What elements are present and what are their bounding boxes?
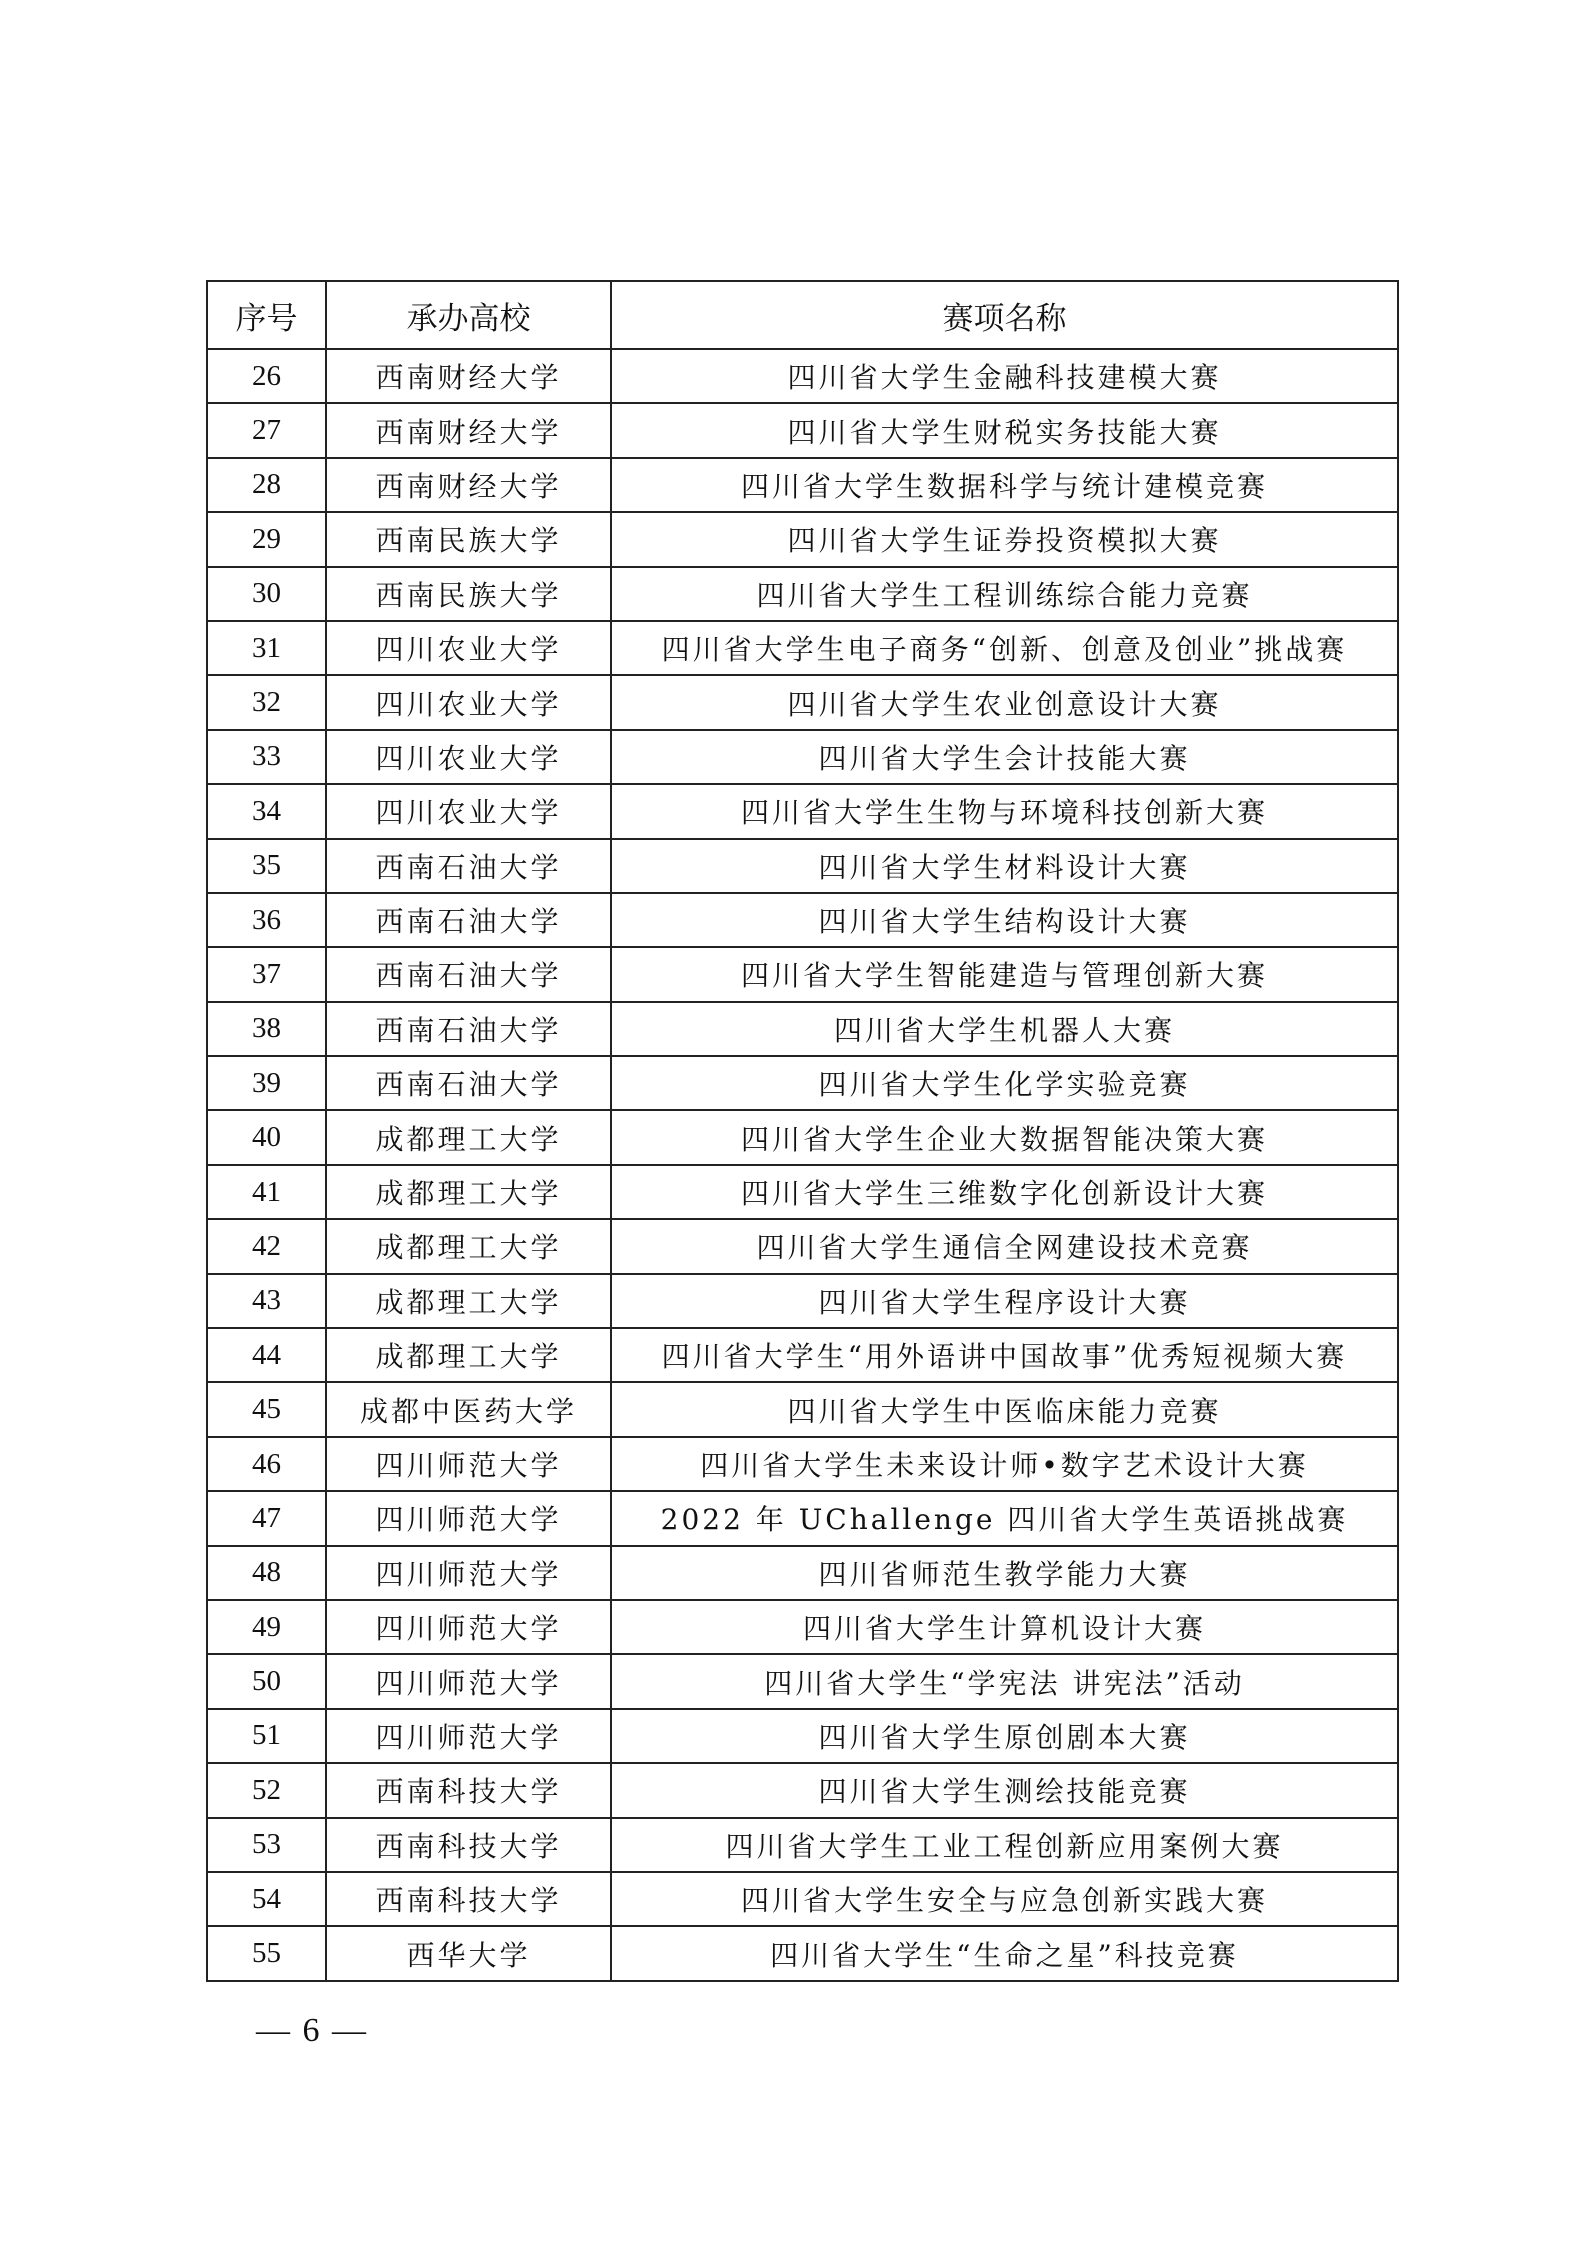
row-contest-name: 四川省大学生“用外语讲中国故事”优秀短视频大赛	[611, 1328, 1398, 1382]
table-row	[207, 1763, 1398, 1817]
table-row	[207, 893, 1398, 947]
row-contest-name: 四川省大学生机器人大赛	[611, 1002, 1398, 1056]
row-host-university: 四川师范大学	[326, 1654, 611, 1708]
row-contest-name: 四川省大学生“生命之星”科技竞赛	[611, 1926, 1398, 1980]
row-host-university: 成都理工大学	[326, 1165, 611, 1219]
row-contest-name: 四川省大学生未来设计师•数字艺术设计大赛	[611, 1437, 1398, 1491]
row-contest-name: 四川省大学生会计技能大赛	[611, 730, 1398, 784]
row-host-university: 西南财经大学	[326, 349, 611, 403]
table-row	[207, 839, 1398, 893]
table-row	[207, 1546, 1398, 1600]
table-row	[207, 1110, 1398, 1164]
page-number: — 6 —	[256, 2012, 368, 2049]
row-host-university: 四川师范大学	[326, 1709, 611, 1763]
table-row	[207, 947, 1398, 1001]
header-host-university: 承办高校	[326, 281, 611, 349]
row-host-university: 四川师范大学	[326, 1491, 611, 1545]
row-serial-number: 51	[207, 1709, 326, 1763]
row-host-university: 四川农业大学	[326, 675, 611, 729]
row-host-university: 西南石油大学	[326, 1002, 611, 1056]
table-row	[207, 1002, 1398, 1056]
table-row	[207, 403, 1398, 457]
row-host-university: 成都理工大学	[326, 1328, 611, 1382]
row-contest-name: 四川省大学生原创剧本大赛	[611, 1709, 1398, 1763]
table-row	[207, 1328, 1398, 1382]
row-contest-name: 四川省大学生三维数字化创新设计大赛	[611, 1165, 1398, 1219]
row-host-university: 西南石油大学	[326, 839, 611, 893]
row-serial-number: 39	[207, 1056, 326, 1110]
row-serial-number: 29	[207, 512, 326, 566]
table-row	[207, 458, 1398, 512]
header-contest-name: 赛项名称	[611, 281, 1398, 349]
row-contest-name: 四川省大学生电子商务“创新、创意及创业”挑战赛	[611, 621, 1398, 675]
row-host-university: 西南财经大学	[326, 403, 611, 457]
row-host-university: 四川农业大学	[326, 621, 611, 675]
row-contest-name: 四川省大学生程序设计大赛	[611, 1274, 1398, 1328]
row-contest-name: 四川省大学生企业大数据智能决策大赛	[611, 1110, 1398, 1164]
row-host-university: 四川师范大学	[326, 1600, 611, 1654]
row-host-university: 西南民族大学	[326, 512, 611, 566]
table-row	[207, 784, 1398, 838]
row-host-university: 四川师范大学	[326, 1546, 611, 1600]
row-serial-number: 53	[207, 1818, 326, 1872]
row-serial-number: 35	[207, 839, 326, 893]
row-serial-number: 41	[207, 1165, 326, 1219]
row-host-university: 四川农业大学	[326, 730, 611, 784]
row-contest-name: 四川省大学生“学宪法 讲宪法”活动	[611, 1654, 1398, 1708]
row-host-university: 西南石油大学	[326, 1056, 611, 1110]
table-header	[207, 281, 1398, 349]
row-serial-number: 32	[207, 675, 326, 729]
table-row	[207, 349, 1398, 403]
table-row	[207, 1056, 1398, 1110]
row-contest-name: 四川省大学生农业创意设计大赛	[611, 675, 1398, 729]
row-contest-name: 四川省大学生中医临床能力竞赛	[611, 1382, 1398, 1436]
row-serial-number: 46	[207, 1437, 326, 1491]
row-host-university: 西南科技大学	[326, 1818, 611, 1872]
table-row	[207, 1709, 1398, 1763]
row-host-university: 西南财经大学	[326, 458, 611, 512]
table-row	[207, 512, 1398, 566]
row-serial-number: 33	[207, 730, 326, 784]
table-row	[207, 1600, 1398, 1654]
row-serial-number: 37	[207, 947, 326, 1001]
row-host-university: 西南石油大学	[326, 947, 611, 1001]
table-row	[207, 1437, 1398, 1491]
row-contest-name: 四川省大学生生物与环境科技创新大赛	[611, 784, 1398, 838]
table-row	[207, 730, 1398, 784]
row-host-university: 成都中医药大学	[326, 1382, 611, 1436]
row-host-university: 成都理工大学	[326, 1110, 611, 1164]
row-serial-number: 27	[207, 403, 326, 457]
row-serial-number: 36	[207, 893, 326, 947]
row-contest-name: 四川省大学生结构设计大赛	[611, 893, 1398, 947]
row-host-university: 西南科技大学	[326, 1763, 611, 1817]
row-contest-name: 四川省大学生通信全网建设技术竞赛	[611, 1219, 1398, 1273]
table-row	[207, 1219, 1398, 1273]
table-body	[207, 349, 1398, 1981]
row-host-university: 四川农业大学	[326, 784, 611, 838]
row-serial-number: 34	[207, 784, 326, 838]
header-serial-number: 序号	[207, 281, 326, 349]
row-serial-number: 38	[207, 1002, 326, 1056]
row-serial-number: 28	[207, 458, 326, 512]
row-contest-name: 四川省大学生测绘技能竞赛	[611, 1763, 1398, 1817]
row-serial-number: 49	[207, 1600, 326, 1654]
table-row	[207, 675, 1398, 729]
row-contest-name: 四川省大学生工业工程创新应用案例大赛	[611, 1818, 1398, 1872]
row-serial-number: 48	[207, 1546, 326, 1600]
row-contest-name: 四川省大学生安全与应急创新实践大赛	[611, 1872, 1398, 1926]
row-serial-number: 26	[207, 349, 326, 403]
row-contest-name: 四川省师范生教学能力大赛	[611, 1546, 1398, 1600]
contest-table	[206, 280, 1399, 1982]
row-contest-name: 四川省大学生化学实验竞赛	[611, 1056, 1398, 1110]
table-row	[207, 1274, 1398, 1328]
row-serial-number: 31	[207, 621, 326, 675]
row-contest-name: 四川省大学生财税实务技能大赛	[611, 403, 1398, 457]
table-row	[207, 567, 1398, 621]
row-host-university: 四川师范大学	[326, 1437, 611, 1491]
row-host-university: 西华大学	[326, 1926, 611, 1980]
row-contest-name: 四川省大学生金融科技建模大赛	[611, 349, 1398, 403]
row-serial-number: 43	[207, 1274, 326, 1328]
row-contest-name: 四川省大学生数据科学与统计建模竞赛	[611, 458, 1398, 512]
row-host-university: 成都理工大学	[326, 1274, 611, 1328]
row-serial-number: 50	[207, 1654, 326, 1708]
table-row	[207, 621, 1398, 675]
row-contest-name: 2022 年 UChallenge 四川省大学生英语挑战赛	[611, 1491, 1398, 1545]
table-row	[207, 1165, 1398, 1219]
row-serial-number: 45	[207, 1382, 326, 1436]
row-host-university: 成都理工大学	[326, 1219, 611, 1273]
table-row	[207, 1491, 1398, 1545]
row-contest-name: 四川省大学生计算机设计大赛	[611, 1600, 1398, 1654]
row-contest-name: 四川省大学生证券投资模拟大赛	[611, 512, 1398, 566]
row-host-university: 西南科技大学	[326, 1872, 611, 1926]
row-host-university: 西南石油大学	[326, 893, 611, 947]
row-contest-name: 四川省大学生智能建造与管理创新大赛	[611, 947, 1398, 1001]
row-serial-number: 52	[207, 1763, 326, 1817]
row-serial-number: 30	[207, 567, 326, 621]
row-serial-number: 44	[207, 1328, 326, 1382]
table-row	[207, 1382, 1398, 1436]
row-serial-number: 40	[207, 1110, 326, 1164]
row-contest-name: 四川省大学生材料设计大赛	[611, 839, 1398, 893]
table-row	[207, 1872, 1398, 1926]
table-row	[207, 1818, 1398, 1872]
row-serial-number: 47	[207, 1491, 326, 1545]
row-host-university: 西南民族大学	[326, 567, 611, 621]
row-serial-number: 55	[207, 1926, 326, 1980]
table-row	[207, 1926, 1398, 1980]
row-serial-number: 54	[207, 1872, 326, 1926]
row-contest-name: 四川省大学生工程训练综合能力竞赛	[611, 567, 1398, 621]
row-serial-number: 42	[207, 1219, 326, 1273]
header-row	[207, 281, 1398, 349]
table-row	[207, 1654, 1398, 1708]
